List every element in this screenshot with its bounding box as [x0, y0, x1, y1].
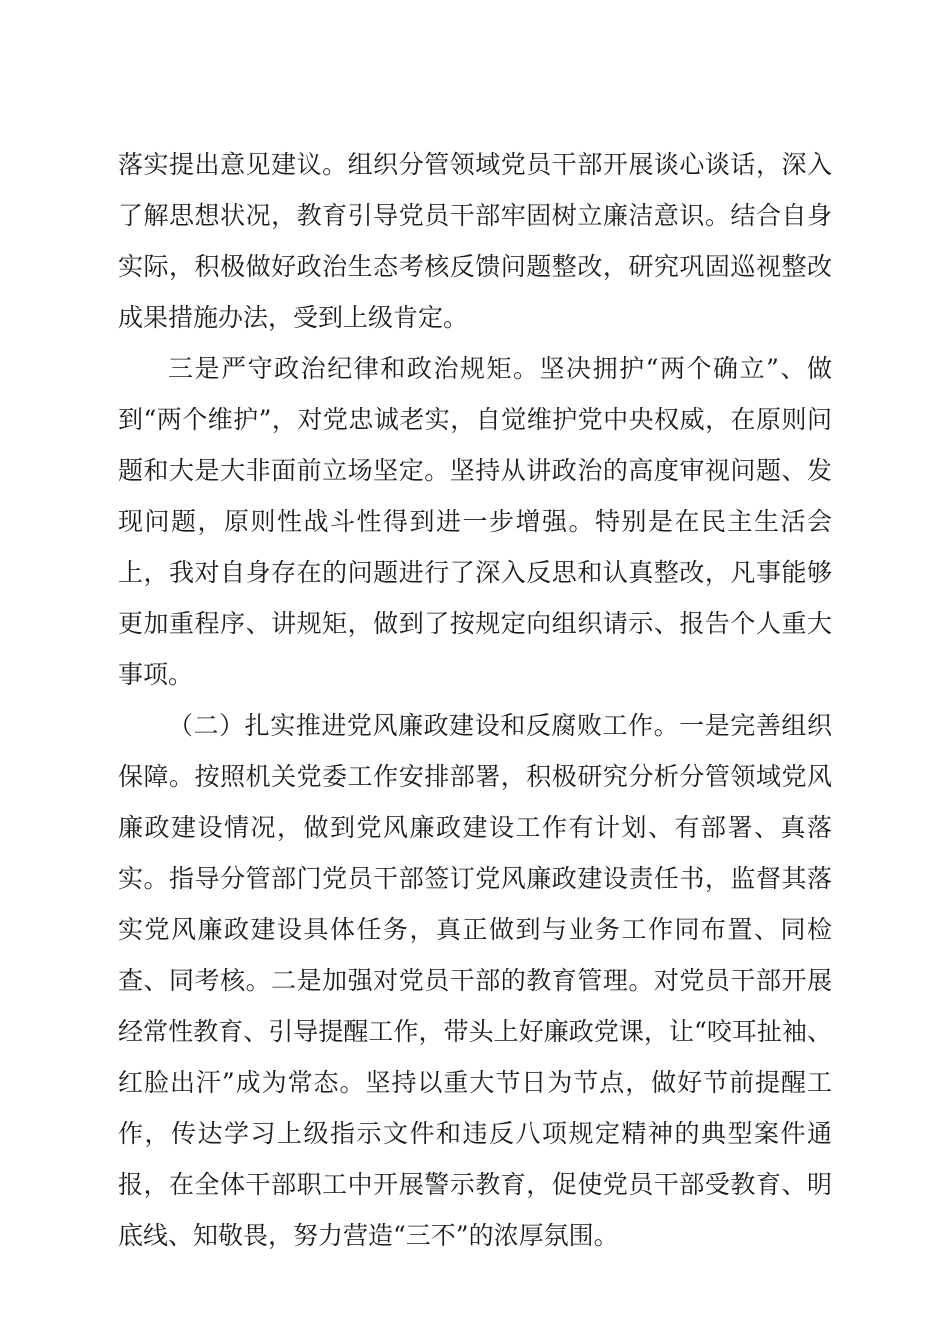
paragraph-text: （二）扎实推进党风廉政建设和反腐败工作。一是完善组织保障。按照机关党委工作安排部署，积极研究分析分管领域党风廉政建设情况，做到党风廉政建设工作有计划、有部署、真落实。指导分管部门党员干部签订党风廉政建设责任书，监督其落实党风廉政建设具体任务，真正做到与业务工作同布置、同检查、同考核。二是加强对党员干部的教育管理。对党员干部开展经常性教育、引导提醒工作，带头上好廉政党课，让“咬耳扯袖、红脸出汗”成为常态。坚持以重大节日为节点，做好节前提醒工作，传达学习上级指示文件和违反八项规定精神的典型案件通报，在全体干部职工中开展警示教育，促使党员干部受教育、明底线、知敬畏，努力营造“三不”的浓厚氛围。 — [118, 711, 832, 1250]
paragraph-political-discipline — [118, 343, 832, 700]
paragraph-anti-corruption — [118, 700, 832, 1261]
paragraph-text: 落实提出意见建议。组织分管领域党员干部开展谈心谈话，深入了解思想状况，教育引导党员干部牢固树立廉洁意识。结合自身实际，积极做好政治生态考核反馈问题整改，研究巩固巡视整改成果措施办法，受到上级肯定。 — [118, 150, 832, 332]
paragraph-text: 三是严守政治纪律和政治规矩。坚决拥护“两个确立”、做到“两个维护”，对党忠诚老实，自觉维护党中央权威，在原则问题和大是大非面前立场坚定。坚持从讲政治的高度审视问题、发现问题，原则性战斗性得到进一步增强。特别是在民主生活会上，我对自身存在的问题进行了深入反思和认真整改，凡事能够更加重程序、讲规矩，做到了按规定向组织请示、报告个人重大事项。 — [118, 354, 832, 689]
document-body — [118, 139, 832, 1261]
paragraph-continuation — [118, 139, 832, 343]
